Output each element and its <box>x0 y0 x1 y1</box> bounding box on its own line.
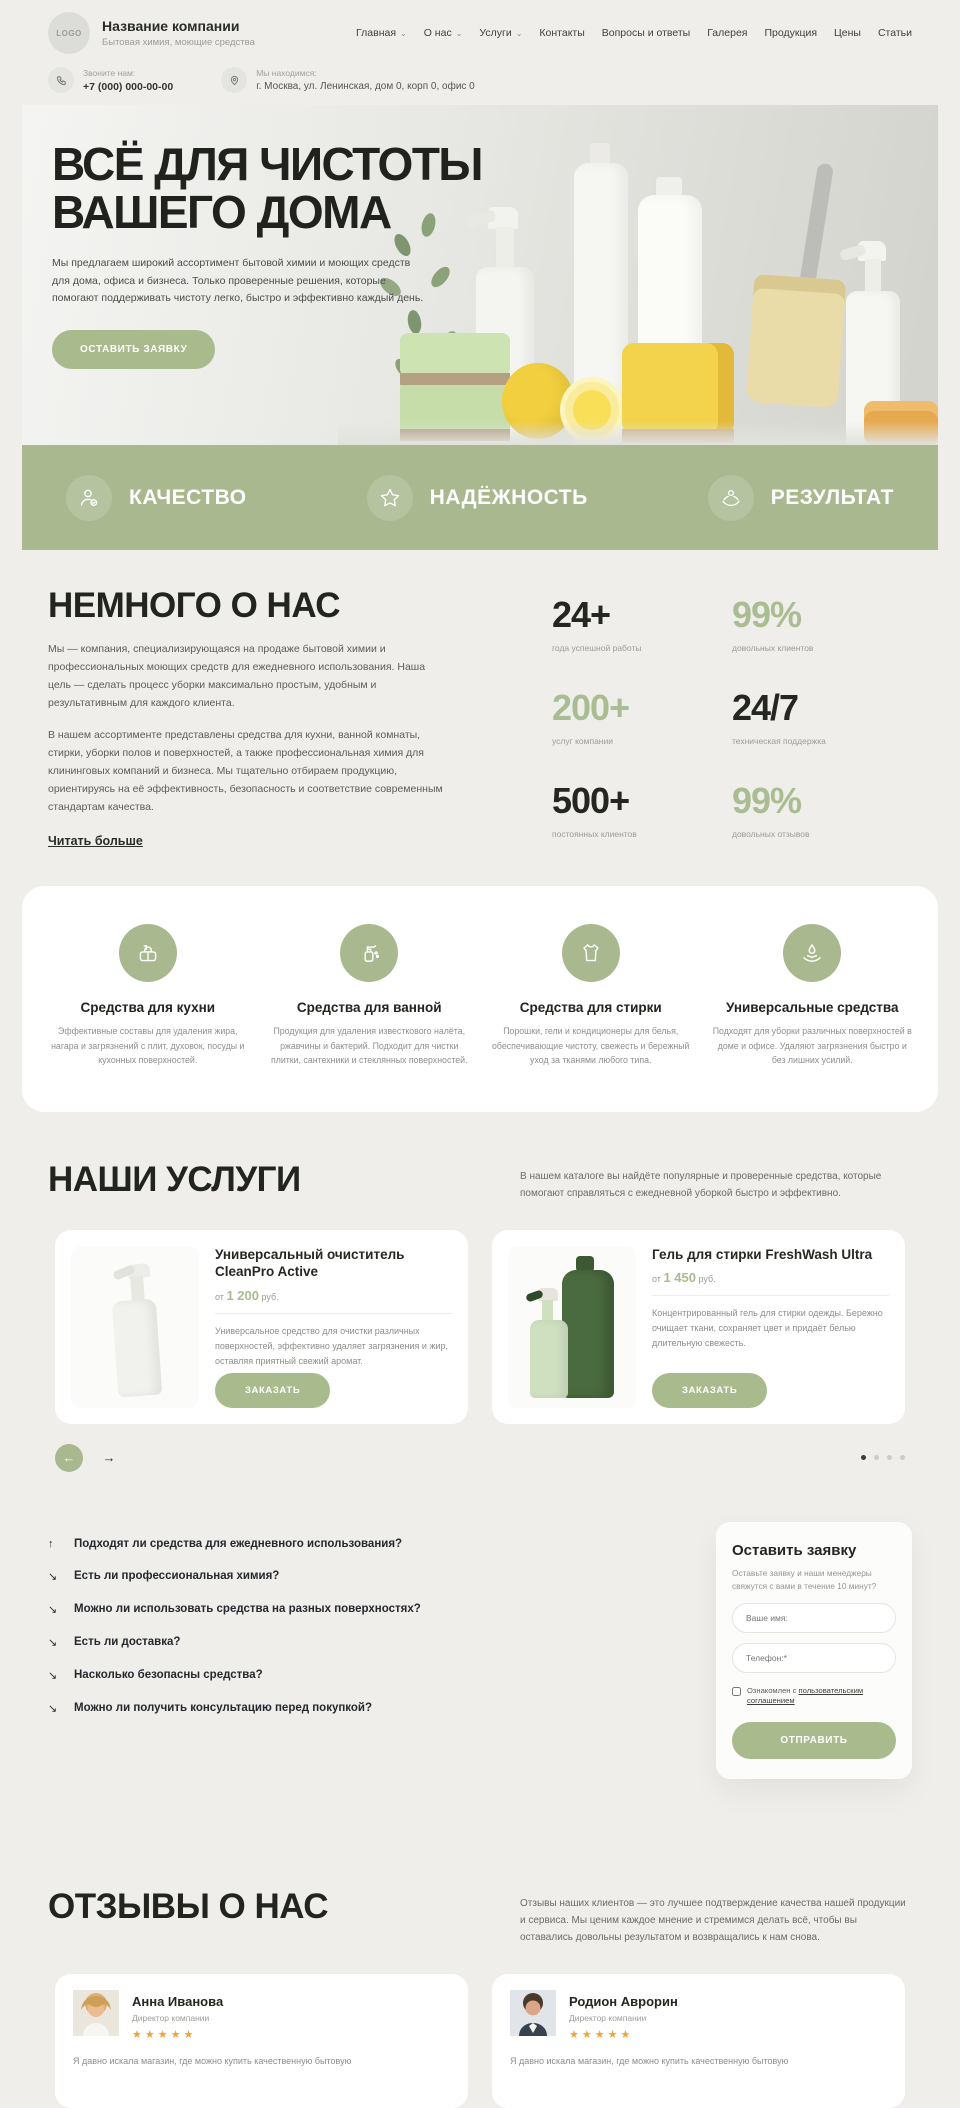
category-universal <box>713 924 913 1068</box>
read-more-link[interactable]: Читать больше <box>48 834 143 849</box>
reviews-subtitle: Отзывы наших клиентов — это лучшее подтверждение качества нашей продукции и сервиса. Мы ценим каждое мнение и стремимся делать всё, чтобы вы оставались довольны результатом и возвращались к нам снова. <box>520 1897 906 1943</box>
stat-value: 99% <box>732 594 802 635</box>
faq-item-pro-chemistry[interactable] <box>48 1560 498 1593</box>
category-bathroom <box>270 924 470 1068</box>
stat-support <box>732 687 912 746</box>
category-title: Универсальные средства <box>725 1000 899 1016</box>
stat-label: техническая поддержка <box>732 736 826 746</box>
divider <box>215 1313 452 1314</box>
faq-question: Можно ли получить консультацию перед покупкой? <box>74 1702 373 1715</box>
carousel-dot[interactable] <box>861 1455 866 1460</box>
consent-text: Ознакомлен с <box>747 1685 797 1695</box>
reviewer-role: Директор компании <box>569 2012 647 2023</box>
nav-item-prices[interactable] <box>834 27 861 39</box>
nav-item-about[interactable] <box>424 27 463 39</box>
arrow-down-right-icon: ↘ <box>48 1636 58 1649</box>
product-cards <box>55 1230 905 1424</box>
carousel-dot[interactable] <box>900 1455 905 1460</box>
benefits-band <box>22 445 938 550</box>
nav-label: Статьи <box>877 27 912 39</box>
product-price <box>652 1270 889 1285</box>
category-title: Средства для стирки <box>519 1000 662 1016</box>
price-suffix: руб. <box>261 1292 279 1303</box>
reviews-title: ОТЗЫВЫ О НАС <box>48 1886 328 1926</box>
about-paragraph-2: В нашем ассортименте представлены средства для кухни, ванной комнаты, стирки, уборки полов и поверхностей, а также профессиональная химия для клининговых компаний и бизнеса. Мы тщательно отбираем продукцию, ориентируясь на её эффективность, безопасность и соответствие современным стандартам качества. <box>48 729 443 814</box>
product-card-cleanpro <box>55 1230 468 1424</box>
faq-item-surfaces[interactable] <box>48 1593 498 1626</box>
category-kitchen <box>48 924 248 1068</box>
services-subtitle: В нашем каталоге вы найдёте популярные и проверенные средства, которые помогают справляться с ежедневной уборкой быстро и эффективно. <box>520 1170 882 1199</box>
star-icon <box>367 475 413 521</box>
avatar-woman <box>73 1990 119 2036</box>
carousel-controls <box>55 1444 905 1472</box>
stats-grid <box>552 586 912 850</box>
benefit-reliability <box>367 475 588 521</box>
product-image-spray-bottle <box>71 1246 199 1408</box>
stat-label: услуг компании <box>552 736 613 746</box>
price-value: 1 450 <box>663 1270 696 1286</box>
arrow-down-right-icon: ↘ <box>48 1570 58 1583</box>
form-title: Оставить заявку <box>732 1541 857 1559</box>
carousel-dot[interactable] <box>887 1455 892 1460</box>
nav-label: Услуги <box>479 27 512 39</box>
stat-label: года успешной работы <box>552 643 642 653</box>
consent-checkbox[interactable] <box>732 1687 741 1696</box>
user-agreement-link[interactable]: пользовательским соглашением <box>747 1685 864 1706</box>
nav-label: Цены <box>834 27 861 39</box>
product-categories-panel <box>22 886 938 1112</box>
product-price <box>215 1288 452 1303</box>
location-pin-icon <box>221 67 247 93</box>
faq-item-daily-use[interactable] <box>48 1528 498 1560</box>
product-image-green-bottles <box>508 1246 636 1408</box>
phone-number[interactable]: +7 (000) 000-00-00 <box>83 80 174 93</box>
review-cards <box>55 1974 905 2108</box>
product-card-freshwash <box>492 1230 905 1424</box>
reviews-header <box>0 1887 960 1946</box>
price-prefix: от <box>652 1274 661 1285</box>
address-value: г. Москва, ул. Ленинская, дом 0, корп 0, офис 0 <box>256 81 475 92</box>
about-section <box>0 586 960 850</box>
stat-label: постоянных клиентов <box>552 829 637 839</box>
benefit-label: КАЧЕСТВО <box>129 485 247 509</box>
person-check-icon <box>66 475 112 521</box>
price-suffix: руб. <box>698 1274 716 1285</box>
category-desc: Подходят для уборки различных поверхностей в доме и офисе. Удаляют загрязнения быстро и без лишних усилий. <box>712 1026 912 1066</box>
stat-services <box>552 687 732 746</box>
phone-label: Звоните нам: <box>83 67 136 78</box>
kitchen-caddy-icon <box>119 924 177 982</box>
company-tagline: Бытовая химия, моющие средства <box>102 37 255 48</box>
arrow-down-right-icon: ↘ <box>48 1603 58 1616</box>
divider <box>652 1295 889 1296</box>
review-text: Я давно искала магазин, где можно купить качественную бытовую <box>73 2055 352 2066</box>
category-title: Средства для кухни <box>80 1000 216 1016</box>
faq-question: Подходят ли средства для ежедневного использования? <box>74 1537 403 1550</box>
faq-question: Есть ли доставка? <box>74 1636 181 1649</box>
avatar-man <box>510 1990 556 2036</box>
laundry-shirt-icon <box>562 924 620 982</box>
nav-item-articles[interactable] <box>878 27 912 39</box>
product-name: Универсальный очиститель CleanPro Active <box>215 1246 405 1280</box>
faq-list <box>48 1522 498 1779</box>
review-card-anna <box>55 1974 468 2108</box>
faq-question: Можно ли использовать средства на разных поверхностях? <box>74 1603 421 1616</box>
price-value: 1 200 <box>226 1288 259 1304</box>
hand-drop-icon <box>783 924 841 982</box>
category-desc: Порошки, гели и кондиционеры для белья, обеспечивающие чистоту, свежесть и бережный уход за тканями любого типа. <box>492 1026 690 1066</box>
address-label: Мы находимся: <box>256 68 317 78</box>
address-contact <box>221 67 475 93</box>
category-title: Средства для ванной <box>296 1000 442 1016</box>
category-desc: Продукция для удаления известкового налёта, ржавчины и бактерий. Подходит для чистки плитки, сантехники и стеклянных поверхностей. <box>270 1026 468 1066</box>
faq-question: Насколько безопасны средства? <box>74 1669 263 1682</box>
arrow-up-icon: ↑ <box>48 1537 54 1550</box>
stat-positive-reviews <box>732 780 912 839</box>
faq-question: Есть ли профессиональная химия? <box>74 1570 280 1583</box>
nav-label: Вопросы и ответы <box>601 27 691 39</box>
chevron-down-icon: ⌄ <box>400 28 407 38</box>
about-title: НЕМНОГО О НАС <box>48 586 341 625</box>
stat-happy-clients <box>732 594 912 653</box>
benefit-quality <box>66 475 247 521</box>
order-button[interactable]: ЗАКАЗАТЬ <box>215 1373 330 1408</box>
phone-icon <box>48 67 74 93</box>
name-input[interactable] <box>732 1603 896 1633</box>
stat-label: довольных отзывов <box>732 829 810 839</box>
arrow-down-right-icon: ↘ <box>48 1669 58 1682</box>
reviewer-name: Родион Аврорин <box>569 1993 678 2009</box>
nav-item-home[interactable] <box>356 27 407 39</box>
hero-title: ВСЁ ДЛЯ ЧИСТОТЫ ВАШЕГО ДОМА <box>52 138 482 238</box>
stat-regular-clients <box>552 780 732 839</box>
faq-item-safety[interactable] <box>48 1659 498 1692</box>
hands-care-icon <box>708 475 754 521</box>
nav-item-products[interactable] <box>764 27 817 39</box>
arrow-left-icon: ← <box>62 1450 76 1466</box>
star-rating: ★★★★★ <box>569 2028 634 2041</box>
product-name: Гель для стирки FreshWash Ultra <box>652 1246 873 1262</box>
hero-description: Мы предлагаем широкий ассортимент бытовой химии и моющих средств для дома, офиса и бизнеса. Только проверенные решения, которые помогают поддерживать чистоту легко, быстро и эффективно каждый день. <box>52 256 424 305</box>
stat-value: 24+ <box>552 594 611 635</box>
logo[interactable]: LOGO <box>48 12 90 54</box>
chevron-down-icon: ⌄ <box>455 28 463 38</box>
faq-item-delivery[interactable] <box>48 1626 498 1659</box>
review-text: Я давно искала магазин, где можно купить качественную бытовую <box>510 2055 789 2066</box>
product-description: Универсальное средство для очистки различных поверхностей, эффективно удаляет загрязнения и жир, оставляя приятный свежий аромат. <box>215 1326 449 1366</box>
carousel-next-button[interactable] <box>95 1444 123 1472</box>
consent-row <box>732 1686 896 1707</box>
brand-block <box>102 18 255 48</box>
order-button[interactable]: ЗАКАЗАТЬ <box>652 1373 767 1408</box>
phone-input[interactable] <box>732 1643 896 1673</box>
nav-item-services[interactable] <box>479 27 522 39</box>
benefit-label: РЕЗУЛЬТАТ <box>770 485 894 509</box>
hero-section <box>22 105 938 550</box>
stat-value: 200+ <box>552 687 630 728</box>
benefit-label: НАДЁЖНОСТЬ <box>429 485 588 509</box>
phone-contact <box>48 67 173 93</box>
hero-cta-button[interactable]: ОСТАВИТЬ ЗАЯВКУ <box>52 330 215 369</box>
submit-button[interactable]: ОТПРАВИТЬ <box>732 1722 896 1759</box>
arrow-down-right-icon: ↘ <box>48 1702 58 1715</box>
company-name: Название компании <box>102 18 240 34</box>
faq-section <box>0 1522 960 1779</box>
stat-label: довольных клиентов <box>732 643 814 653</box>
nav-label: О нас <box>423 27 452 39</box>
nav-item-contacts[interactable] <box>539 27 584 39</box>
nav-label: Продукция <box>764 27 818 39</box>
carousel-prev-button[interactable] <box>55 1444 83 1472</box>
services-title: НАШИ УСЛУГИ <box>48 1159 301 1199</box>
about-paragraph-1: Мы — компания, специализирующаяся на продаже бытовой химии и профессиональных моющих средств для ежедневного использования. Наша цель — сделать процесс уборки максимально простым, удобным и результативным для каждого клиента. <box>48 643 426 710</box>
nav-item-faq[interactable] <box>602 27 690 39</box>
chevron-down-icon: ⌄ <box>515 28 523 38</box>
services-header <box>0 1160 960 1202</box>
category-laundry <box>491 924 691 1068</box>
star-rating: ★★★★★ <box>132 2028 197 2041</box>
product-description: Концентрированный гель для стирки одежды. Бережно очищает ткани, сохраняет цвет и придаёт белью длительную свежесть. <box>652 1308 883 1349</box>
review-card-rodion <box>492 1974 905 2108</box>
stat-value: 99% <box>732 780 802 821</box>
main-nav <box>356 27 912 39</box>
price-prefix: от <box>215 1292 224 1303</box>
carousel-dots <box>861 1455 905 1460</box>
form-subtitle: Оставьте заявку и наши менеджеры свяжутся с вами в течение 10 минут? <box>732 1567 877 1591</box>
stat-value: 500+ <box>552 780 630 821</box>
faq-item-consultation[interactable] <box>48 1692 498 1725</box>
category-desc: Эффективные составы для удаления жира, нагара и загрязнений с плит, духовок, посуды и кухонных поверхностей. <box>51 1026 245 1066</box>
request-form <box>716 1522 912 1779</box>
stat-value: 24/7 <box>732 687 799 728</box>
stat-years <box>552 594 732 653</box>
nav-label: Галерея <box>707 27 748 39</box>
nav-label: Главная <box>356 27 397 39</box>
benefit-result <box>708 475 894 521</box>
carousel-dot[interactable] <box>874 1455 879 1460</box>
bath-spray-icon <box>340 924 398 982</box>
arrow-right-icon: → <box>102 1450 116 1466</box>
header <box>0 0 960 93</box>
reviewer-name: Анна Иванова <box>132 1993 224 2009</box>
reviewer-role: Директор компании <box>132 2012 210 2023</box>
nav-label: Контакты <box>539 27 585 39</box>
nav-item-gallery[interactable] <box>707 27 747 39</box>
